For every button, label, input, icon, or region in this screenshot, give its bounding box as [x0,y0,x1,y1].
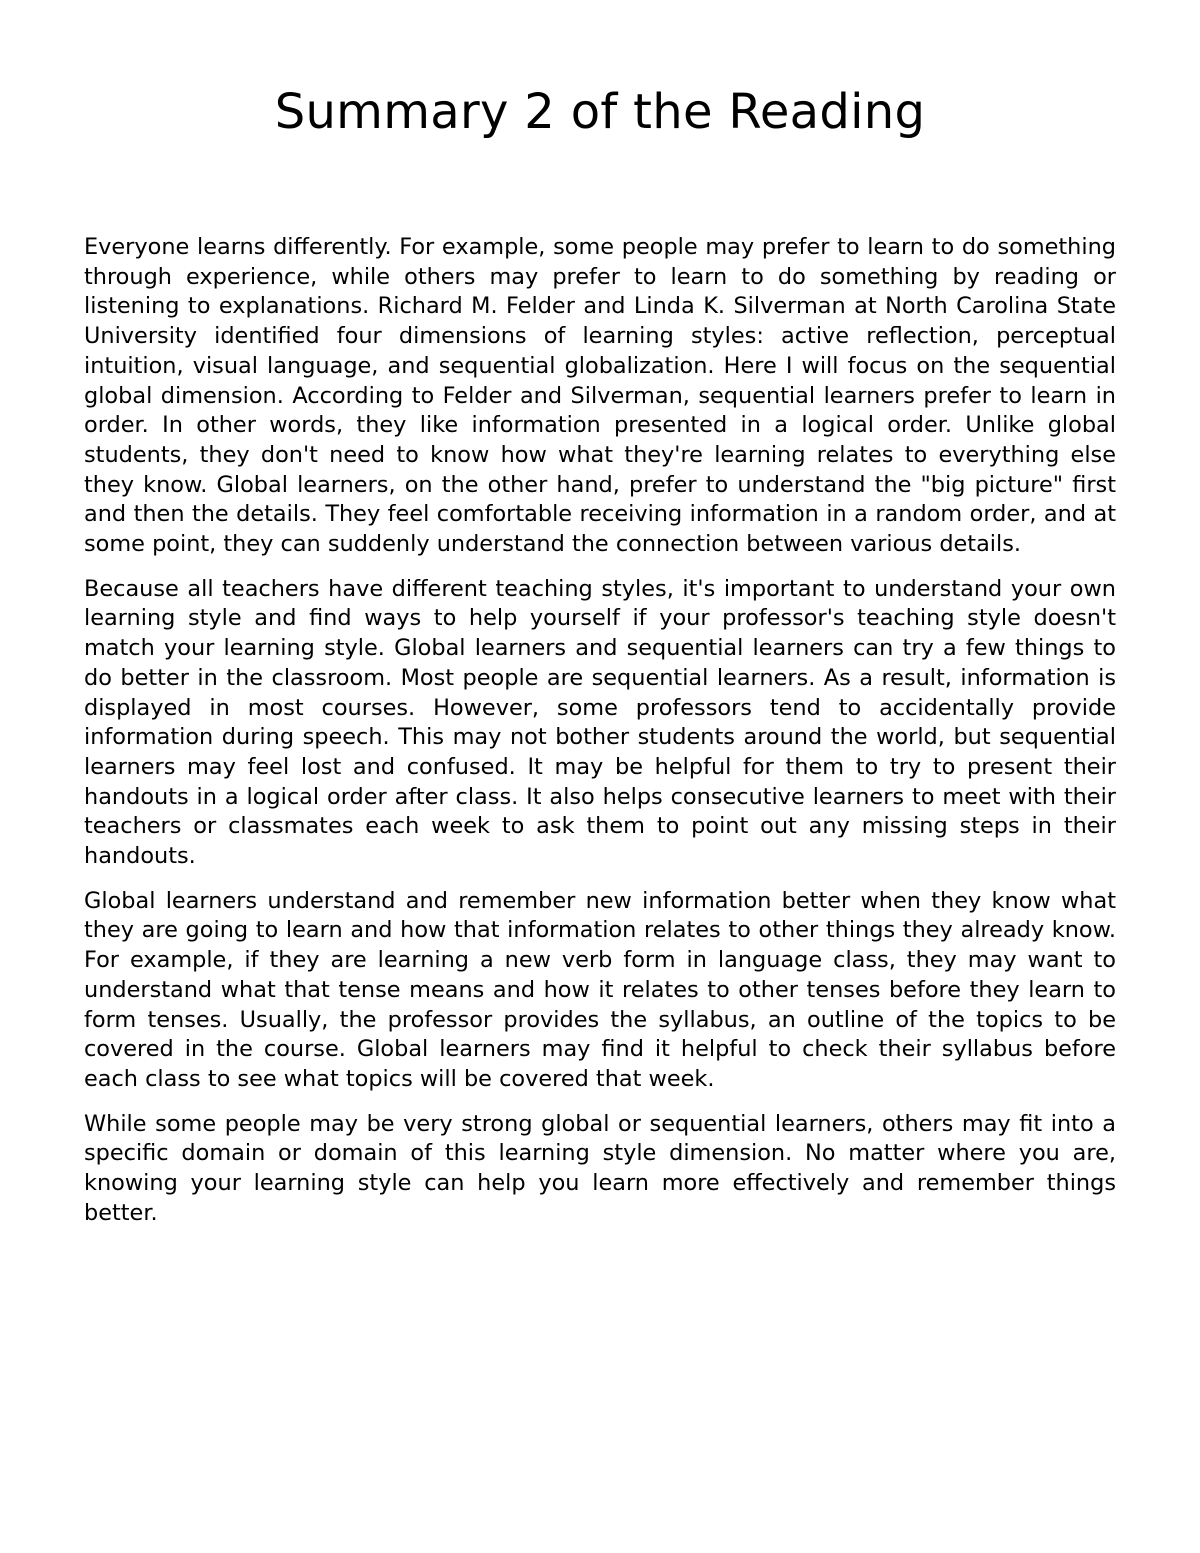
paragraph-1: Everyone learns differently. For example, some people may prefer to learn to do something through experience, while others may prefer to learn to do something by reading or listening to explanations. Richard M. Felder and Linda K. Silverman at North Carolina State University identified four dimensions of learning styles: active reflection, perceptual intuition, visual language, and sequential globalization. Here I will focus on the sequential global dimension. According to Felder and Silverman, sequential learners prefer to learn in order. In other words, they like information presented in a logical order. Unlike global students, they don't need to know how what they're learning relates to everything else they know. Global learners, on the other hand, prefer to understand the "big picture" first and then the details. They feel comfortable receiving information in a random order, and at some point, they can suddenly understand the connection between various details. [84,234,1116,558]
paragraph-4: While some people may be very strong global or sequential learners, others may fit into a specific domain or domain of this learning style dimension. No matter where you are, knowing your learning style can help you learn more effectively and remember things better. [84,1110,1116,1226]
paragraph-2: Because all teachers have different teaching styles, it's important to understand your own learning style and find ways to help yourself if your professor's teaching style doesn't match your learning style. Global learners and sequential learners can try a few things to do better in the classroom. Most people are sequential learners. As a result, information is displayed in most courses. However, some professors tend to accidentally provide information during speech. This may not bother students around the world, but sequential learners may feel lost and confused. It may be helpful for them to try to present their handouts in a logical order after class. It also helps consecutive learners to meet with their teachers or classmates each week to ask them to point out any missing steps in their handouts. [84,575,1116,870]
page-title: Summary 2 of the Reading [274,84,926,140]
document-body [84,233,1116,1244]
paragraph-3: Global learners understand and remember new information better when they know what they are going to learn and how that information relates to other things they already know. For example, if they are learning a new verb form in language class, they may want to understand what that tense means and how it relates to other tenses before they learn to form tenses. Usually, the professor provides the syllabus, an outline of the topics to be covered in the course. Global learners may find it helpful to check their syllabus before each class to see what topics will be covered that week. [84,887,1116,1092]
